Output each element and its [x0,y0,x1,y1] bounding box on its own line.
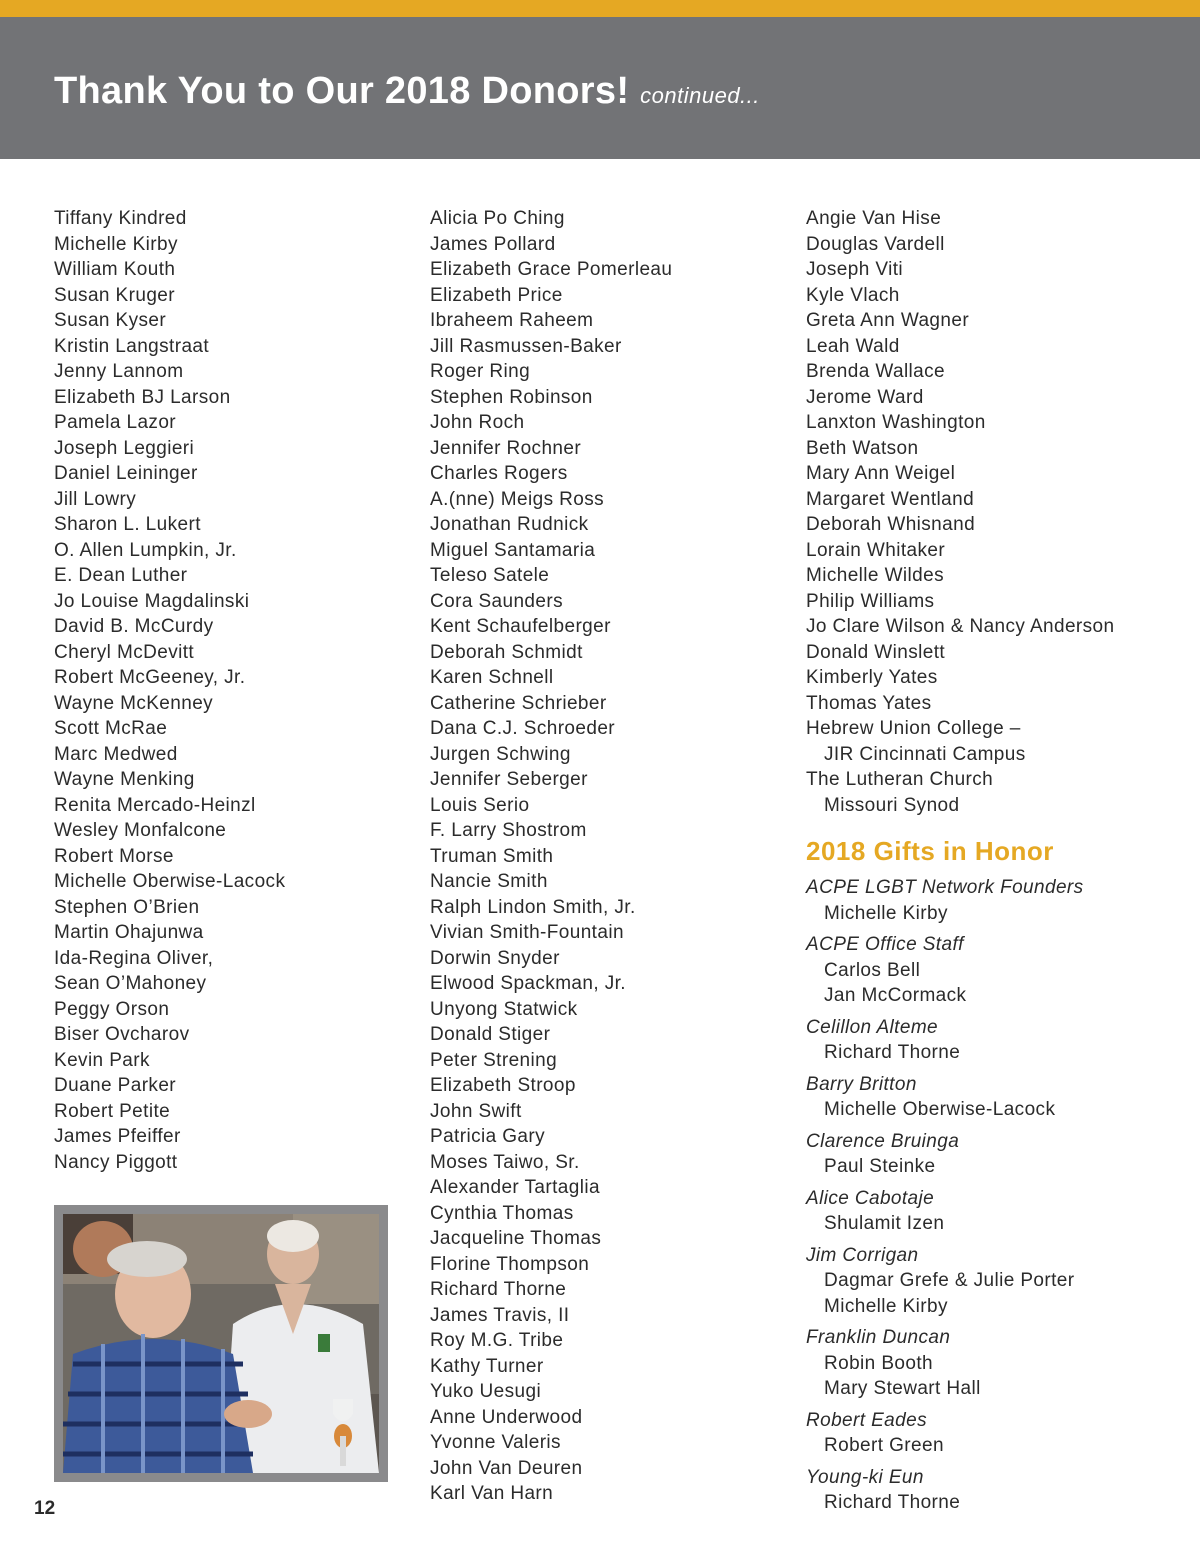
donor-name: Karen Schnell [430,667,554,688]
honoree-name: Barry Britton [806,1073,917,1095]
donor-name: Michelle Kirby [54,233,178,255]
donor-name: Kent Schaufelberger [430,616,611,637]
organization-name: The Lutheran Church [806,769,994,790]
donor-name: Susan Kyser [54,310,167,331]
donor-name: Jennifer Seberger [430,769,588,790]
donor-name: Karl Van Harn [430,1483,554,1504]
donor-name: Moses Taiwo, Sr. [430,1151,580,1173]
title-text: Thank You to Our 2018 Donors! [54,70,630,112]
donor-name: Mary Ann Weigel [806,463,956,484]
donor-name: Greta Ann Wagner [806,310,970,331]
donor-name: Kyle Vlach [806,284,900,306]
honoree-name: Franklin Duncan [806,1327,951,1348]
honor-donor-name: Michelle Kirby [824,1295,948,1317]
donor-name: Anne Underwood [430,1406,583,1428]
donor-name: Lorain Whitaker [806,539,946,561]
organization-name-continued: JIR Cincinnati Campus [824,743,1026,765]
honoree-name: Young-ki Eun [806,1466,924,1488]
donor-name: Charles Rogers [430,463,568,484]
donor-name: Jenny Lannom [54,361,184,382]
donor-name: Wayne McKenney [54,692,214,714]
donor-name: William Kouth [54,259,176,280]
donor-name: Donald Stiger [430,1024,551,1045]
donor-name: Louis Serio [430,794,530,816]
donor-name: John Swift [430,1100,522,1122]
donor-name: Lanxton Washington [806,412,986,433]
honor-donor-name: Shulamit Izen [824,1213,945,1234]
organization-name: Hebrew Union College – [806,718,1021,739]
honor-donor-name: Robin Booth [824,1352,933,1374]
honor-group [806,932,1186,1009]
donor-name: Angie Van Hise [806,208,942,229]
honor-group [806,1072,1186,1123]
page-title [54,66,760,121]
donor-name: Dorwin Snyder [430,947,560,969]
donor-name: Tiffany Kindred [54,208,187,229]
donor-name: Yvonne Valeris [430,1432,561,1453]
donor-name: Cheryl McDevitt [54,641,195,663]
donor-name: Stephen Robinson [430,386,593,408]
donor-name: Renita Mercado-Heinzl [54,794,256,816]
honor-donor-name: Richard Thorne [824,1042,961,1063]
donor-name: John Roch [430,412,525,433]
organization-name-continued: Missouri Synod [824,794,960,816]
donor-name: O. Allen Lumpkin, Jr. [54,539,237,561]
donor-name: Roger Ring [430,361,531,382]
donor-name: Alicia Po Ching [430,208,565,229]
donor-name: Jennifer Rochner [430,437,582,459]
honoree-name: Jim Corrigan [806,1244,919,1266]
donor-name: Daniel Leininger [54,463,198,484]
donor-name: John Van Deuren [430,1457,583,1479]
donor-name: Philip Williams [806,590,935,612]
donor-name: Wayne Menking [54,769,195,790]
donor-name: Thomas Yates [806,692,932,714]
donor-name: Leah Wald [806,335,900,357]
donor-name: Robert Morse [54,845,174,867]
donor-name: Deborah Schmidt [430,641,583,663]
donor-name: Stephen O’Brien [54,896,200,918]
donor-name: Patricia Gary [430,1126,546,1147]
title-continued: continued... [640,83,760,108]
honor-donor-name: Dagmar Grefe & Julie Porter [824,1270,1075,1291]
honor-group [806,1129,1186,1180]
donor-name: Elizabeth BJ Larson [54,386,231,408]
donor-name: Kathy Turner [430,1355,544,1377]
donor-name: Kevin Park [54,1049,150,1071]
donor-column-3 [806,206,1186,1516]
donor-name: Nancy Piggott [54,1151,178,1173]
donor-name: F. Larry Shostrom [430,820,587,841]
donor-name: E. Dean Luther [54,565,188,586]
donor-name: Sharon L. Lukert [54,514,201,535]
donor-name: Kristin Langstraat [54,335,210,357]
donor-name: Roy M.G. Tribe [430,1330,564,1351]
donor-name: Richard Thorne [430,1279,567,1300]
donor-name: Michelle Oberwise-Lacock [54,871,286,892]
donor-name: Sean O’Mahoney [54,973,207,994]
donor-name: Elizabeth Stroop [430,1075,576,1096]
honor-donor-name: Richard Thorne [824,1492,961,1513]
honoree-name: ACPE LGBT Network Founders [806,877,1084,898]
donor-name: Peggy Orson [54,998,170,1020]
honoree-name: ACPE Office Staff [806,934,964,955]
donor-name: Michelle Wildes [806,565,944,586]
donor-name: Florine Thompson [430,1253,590,1275]
honor-group [806,875,1186,926]
donor-name: Robert Petite [54,1100,171,1122]
donor-name: Jonathan Rudnick [430,514,589,535]
donor-name: David B. McCurdy [54,616,214,637]
donor-name: Jo Louise Magdalinski [54,590,250,612]
donor-name: Scott McRae [54,718,168,739]
donor-name: Margaret Wentland [806,488,975,510]
honoree-name: Robert Eades [806,1409,927,1431]
accent-stripe [0,0,1200,17]
donor-name: Biser Ovcharov [54,1024,190,1045]
donor-name: Wesley Monfalcone [54,820,227,841]
donor-name: James Travis, II [430,1304,570,1326]
honor-donor-name: Jan McCormack [824,985,967,1006]
honoree-name: Celillon Alteme [806,1016,939,1038]
honoree-name: Clarence Bruinga [806,1130,960,1152]
donor-name: Duane Parker [54,1075,177,1096]
honor-group [806,1186,1186,1237]
honor-donor-name: Michelle Kirby [824,902,948,924]
donor-name: Truman Smith [430,845,554,867]
donor-name: Jerome Ward [806,386,924,408]
honor-group [806,1325,1186,1402]
honor-group [806,1465,1186,1516]
donor-name: Catherine Schrieber [430,692,607,714]
donor-name: Peter Strening [430,1049,558,1071]
donor-name: Dana C.J. Schroeder [430,718,616,739]
donor-name: Unyong Statwick [430,998,578,1020]
gifts-in-honor-heading: 2018 Gifts in Honor [806,836,1054,866]
donor-name: Elizabeth Price [430,284,563,306]
donor-name: Cora Saunders [430,590,563,612]
donor-name: Alexander Tartaglia [430,1177,600,1198]
donor-name: Ralph Lindon Smith, Jr. [430,896,636,918]
honor-donor-name: Michelle Oberwise-Lacock [824,1099,1056,1120]
donor-name: Joseph Viti [806,259,903,280]
honor-group [806,1408,1186,1459]
donor-name: Marc Medwed [54,743,178,765]
donor-name: A.(nne) Meigs Ross [430,488,605,510]
honoree-name: Alice Cabotaje [806,1187,935,1209]
donor-name: James Pollard [430,233,556,255]
donor-name: Brenda Wallace [806,361,946,382]
event-photo [63,1214,379,1473]
donor-name: Martin Ohajunwa [54,922,204,943]
donor-name: Douglas Vardell [806,233,945,255]
donor-name: Ibraheem Raheem [430,310,594,331]
honor-group [806,1243,1186,1320]
donor-name: Joseph Leggieri [54,437,195,459]
donor-name: Donald Winslett [806,641,946,663]
honor-donor-name: Mary Stewart Hall [824,1378,981,1399]
donor-name: Robert McGeeney, Jr. [54,667,246,688]
donor-column-1 [54,206,394,1175]
donor-name: Jill Rasmussen-Baker [430,335,622,357]
honor-group [806,1015,1186,1066]
honor-list [806,875,1186,1516]
donor-name: Jurgen Schwing [430,743,571,765]
donor-name: Nancie Smith [430,871,548,892]
donor-name: Jo Clare Wilson & Nancy Anderson [806,616,1115,637]
donor-name: Jill Lowry [54,488,137,510]
donor-name: Beth Watson [806,437,919,459]
donor-name: Cynthia Thomas [430,1202,574,1224]
donor-name: Yuko Uesugi [430,1381,542,1402]
donor-name: Deborah Whisnand [806,514,976,535]
donor-name: James Pfeiffer [54,1126,181,1147]
honor-donor-name: Robert Green [824,1435,944,1456]
donor-name: Vivian Smith-Fountain [430,922,624,943]
donor-name: Teleso Satele [430,565,550,586]
honor-donor-name: Paul Steinke [824,1156,936,1177]
donor-name: Ida-Regina Oliver, [54,947,214,969]
donor-name: Elizabeth Grace Pomerleau [430,259,673,280]
honor-donor-name: Carlos Bell [824,959,921,981]
donor-name: Miguel Santamaria [430,539,596,561]
donor-list [806,206,1186,716]
donor-name: Susan Kruger [54,284,175,306]
donor-name: Kimberly Yates [806,667,938,688]
page-number: 12 [34,1498,56,1519]
donor-name: Elwood Spackman, Jr. [430,973,626,994]
photo-frame [54,1205,388,1482]
donor-column-2 [430,206,780,1507]
donor-name: Jacqueline Thomas [430,1228,602,1249]
donor-name: Pamela Lazor [54,412,177,433]
